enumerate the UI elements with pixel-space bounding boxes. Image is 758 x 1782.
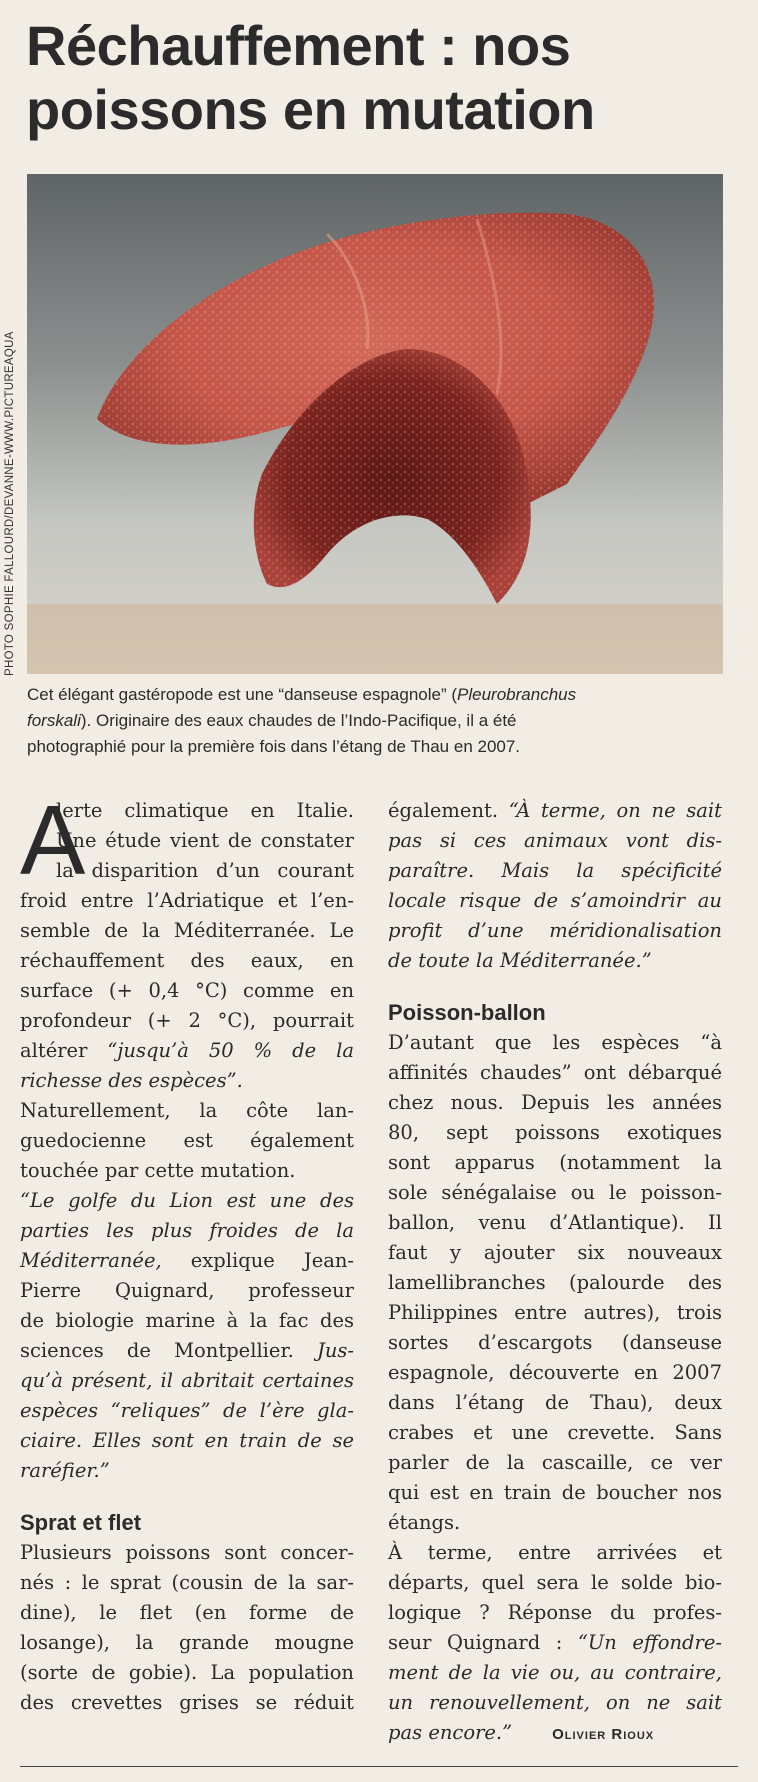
text-line: espèces “reliques” de l’ère gla-: [20, 1399, 354, 1422]
text-line: (sorte de gobie). La population: [20, 1661, 354, 1684]
text-line: richesse des espèces”.: [20, 1069, 243, 1092]
text-line: un renouvellement, on ne sait: [388, 1691, 722, 1714]
text-line: Philippines entre autres), trois: [388, 1301, 722, 1324]
text-line: des crevettes grises se réduit: [20, 1691, 354, 1714]
headline-line-1: Réchauffement : nos: [26, 14, 571, 77]
text-line: la disparition d’un courant: [56, 859, 354, 882]
text-line: de biologie marine à la fac des: [20, 1309, 354, 1332]
caption-line-2: forskali). Originaire des eaux chaudes de l’Indo-Pacifique, il a été: [27, 711, 517, 730]
subheading-sprat-et-flet: Sprat et flet: [20, 1510, 142, 1535]
text-line: ment de la vie ou, au contraire,: [388, 1661, 722, 1684]
text-line: Plusieurs poissons sont concer-: [20, 1541, 354, 1564]
article-column-right: [388, 796, 722, 1750]
headline-line-2: poissons en mutation: [26, 78, 595, 141]
text-line: profondeur (+ 2 °C), pourrait: [20, 1009, 354, 1032]
text-line: affinités chaudes” ont débarqué: [388, 1061, 722, 1084]
text-line: Une étude vient de constater: [56, 829, 354, 852]
photo-credit: PHOTO SOPHIE FALLOURD/DEVANNE-WWW.PICTUREAQUA: [4, 331, 16, 676]
text-line: logique ? Réponse du profes-: [388, 1601, 722, 1624]
article-column-left: [20, 785, 355, 1718]
text-line: sciences de Montpellier. Jus-: [20, 1339, 354, 1362]
text-line: également. “À terme, on ne sait: [388, 799, 722, 822]
text-line: pas si ces animaux vont dis-: [388, 829, 722, 852]
photo-caption: [27, 682, 727, 760]
text-line: froid entre l’Adriatique et l’en-: [20, 889, 354, 912]
text-line: “Le golfe du Lion est une des: [20, 1189, 354, 1212]
text-line: étangs.: [388, 1511, 461, 1534]
text-line: nés : le sprat (cousin de la sar-: [20, 1571, 354, 1594]
author-signature: Olivier Rioux: [552, 1726, 655, 1743]
text-line: altérer “jusqu’à 50 % de la: [20, 1039, 354, 1062]
sea-slug-photo: [27, 174, 723, 674]
text-line: parties les plus froides de la: [20, 1219, 354, 1242]
text-line: chez nous. Depuis les années: [388, 1091, 722, 1114]
text-line: sortes d’escargots (danseuse: [388, 1331, 722, 1354]
text-line: D’autant que les espèces “à: [388, 1031, 722, 1054]
headline: [26, 14, 726, 142]
text-line: départs, quel sera le solde bio-: [388, 1571, 722, 1594]
text-line: qui est en train de boucher nos: [388, 1481, 722, 1504]
text-line: locale risque de s’amoindrir au: [388, 889, 722, 912]
text-line: paraître. Mais la spécificité: [388, 859, 722, 882]
text-line: dans l’étang de Thau), deux: [388, 1391, 722, 1414]
text-line: sont apparus (notamment la: [388, 1151, 722, 1174]
text-line: parler de la cascaille, ce ver: [388, 1451, 722, 1474]
text-line: À terme, entre arrivées et: [388, 1541, 722, 1564]
drop-cap: A: [20, 785, 86, 895]
text-line: semble de la Méditerranée. Le: [20, 919, 354, 942]
text-line: faut y ajouter six nouveaux: [388, 1241, 722, 1264]
text-line: 80, sept poissons exotiques: [388, 1121, 722, 1144]
text-line: losange), la grande mougne: [20, 1631, 354, 1654]
text-line: réchauffement des eaux, en: [20, 949, 354, 972]
text-line: guedocienne est également: [20, 1129, 354, 1152]
subheading-poisson-ballon: Poisson-ballon: [388, 1000, 546, 1025]
text-line: Naturellement, la côte lan-: [20, 1099, 354, 1122]
text-line: touchée par cette mutation.: [20, 1159, 296, 1182]
text-line: espagnole, découverte en 2007: [388, 1361, 722, 1384]
text-line: lerte climatique en Italie.: [56, 799, 354, 822]
sea-slug-illustration: [27, 174, 723, 674]
caption-line-3: photographié pour la première fois dans l’étang de Thau en 2007.: [27, 737, 521, 756]
text-line: seur Quignard : “Un effondre-: [388, 1631, 722, 1654]
text-line: lamellibranches (palourde des: [388, 1271, 722, 1294]
text-line: qu’à présent, il abritait certaines: [20, 1369, 354, 1392]
text-line: Méditerranée, explique Jean-: [20, 1249, 355, 1272]
text-line: pas encore.” Olivier Rioux: [388, 1721, 655, 1744]
text-line: dine), le flet (en forme de: [20, 1601, 354, 1624]
text-line: profit d’une méridionalisation: [388, 919, 722, 942]
bottom-divider: [20, 1766, 738, 1767]
text-line: Pierre Quignard, professeur: [20, 1279, 354, 1302]
text-line: ciaire. Elles sont en train de se: [20, 1429, 354, 1452]
text-line: raréfier.”: [20, 1459, 110, 1482]
text-line: sole sénégalaise ou le poisson-: [388, 1181, 722, 1204]
text-line: ballon, venu d’Atlantique). Il: [388, 1211, 722, 1234]
text-line: crabes et une crevette. Sans: [388, 1421, 722, 1444]
text-line: de toute la Méditerranée.”: [388, 949, 652, 972]
text-line: surface (+ 0,4 °C) comme en: [20, 979, 354, 1002]
caption-line-1: Cet élégant gastéropode est une “danseuse espagnole” (Pleurobranchus: [27, 685, 577, 704]
